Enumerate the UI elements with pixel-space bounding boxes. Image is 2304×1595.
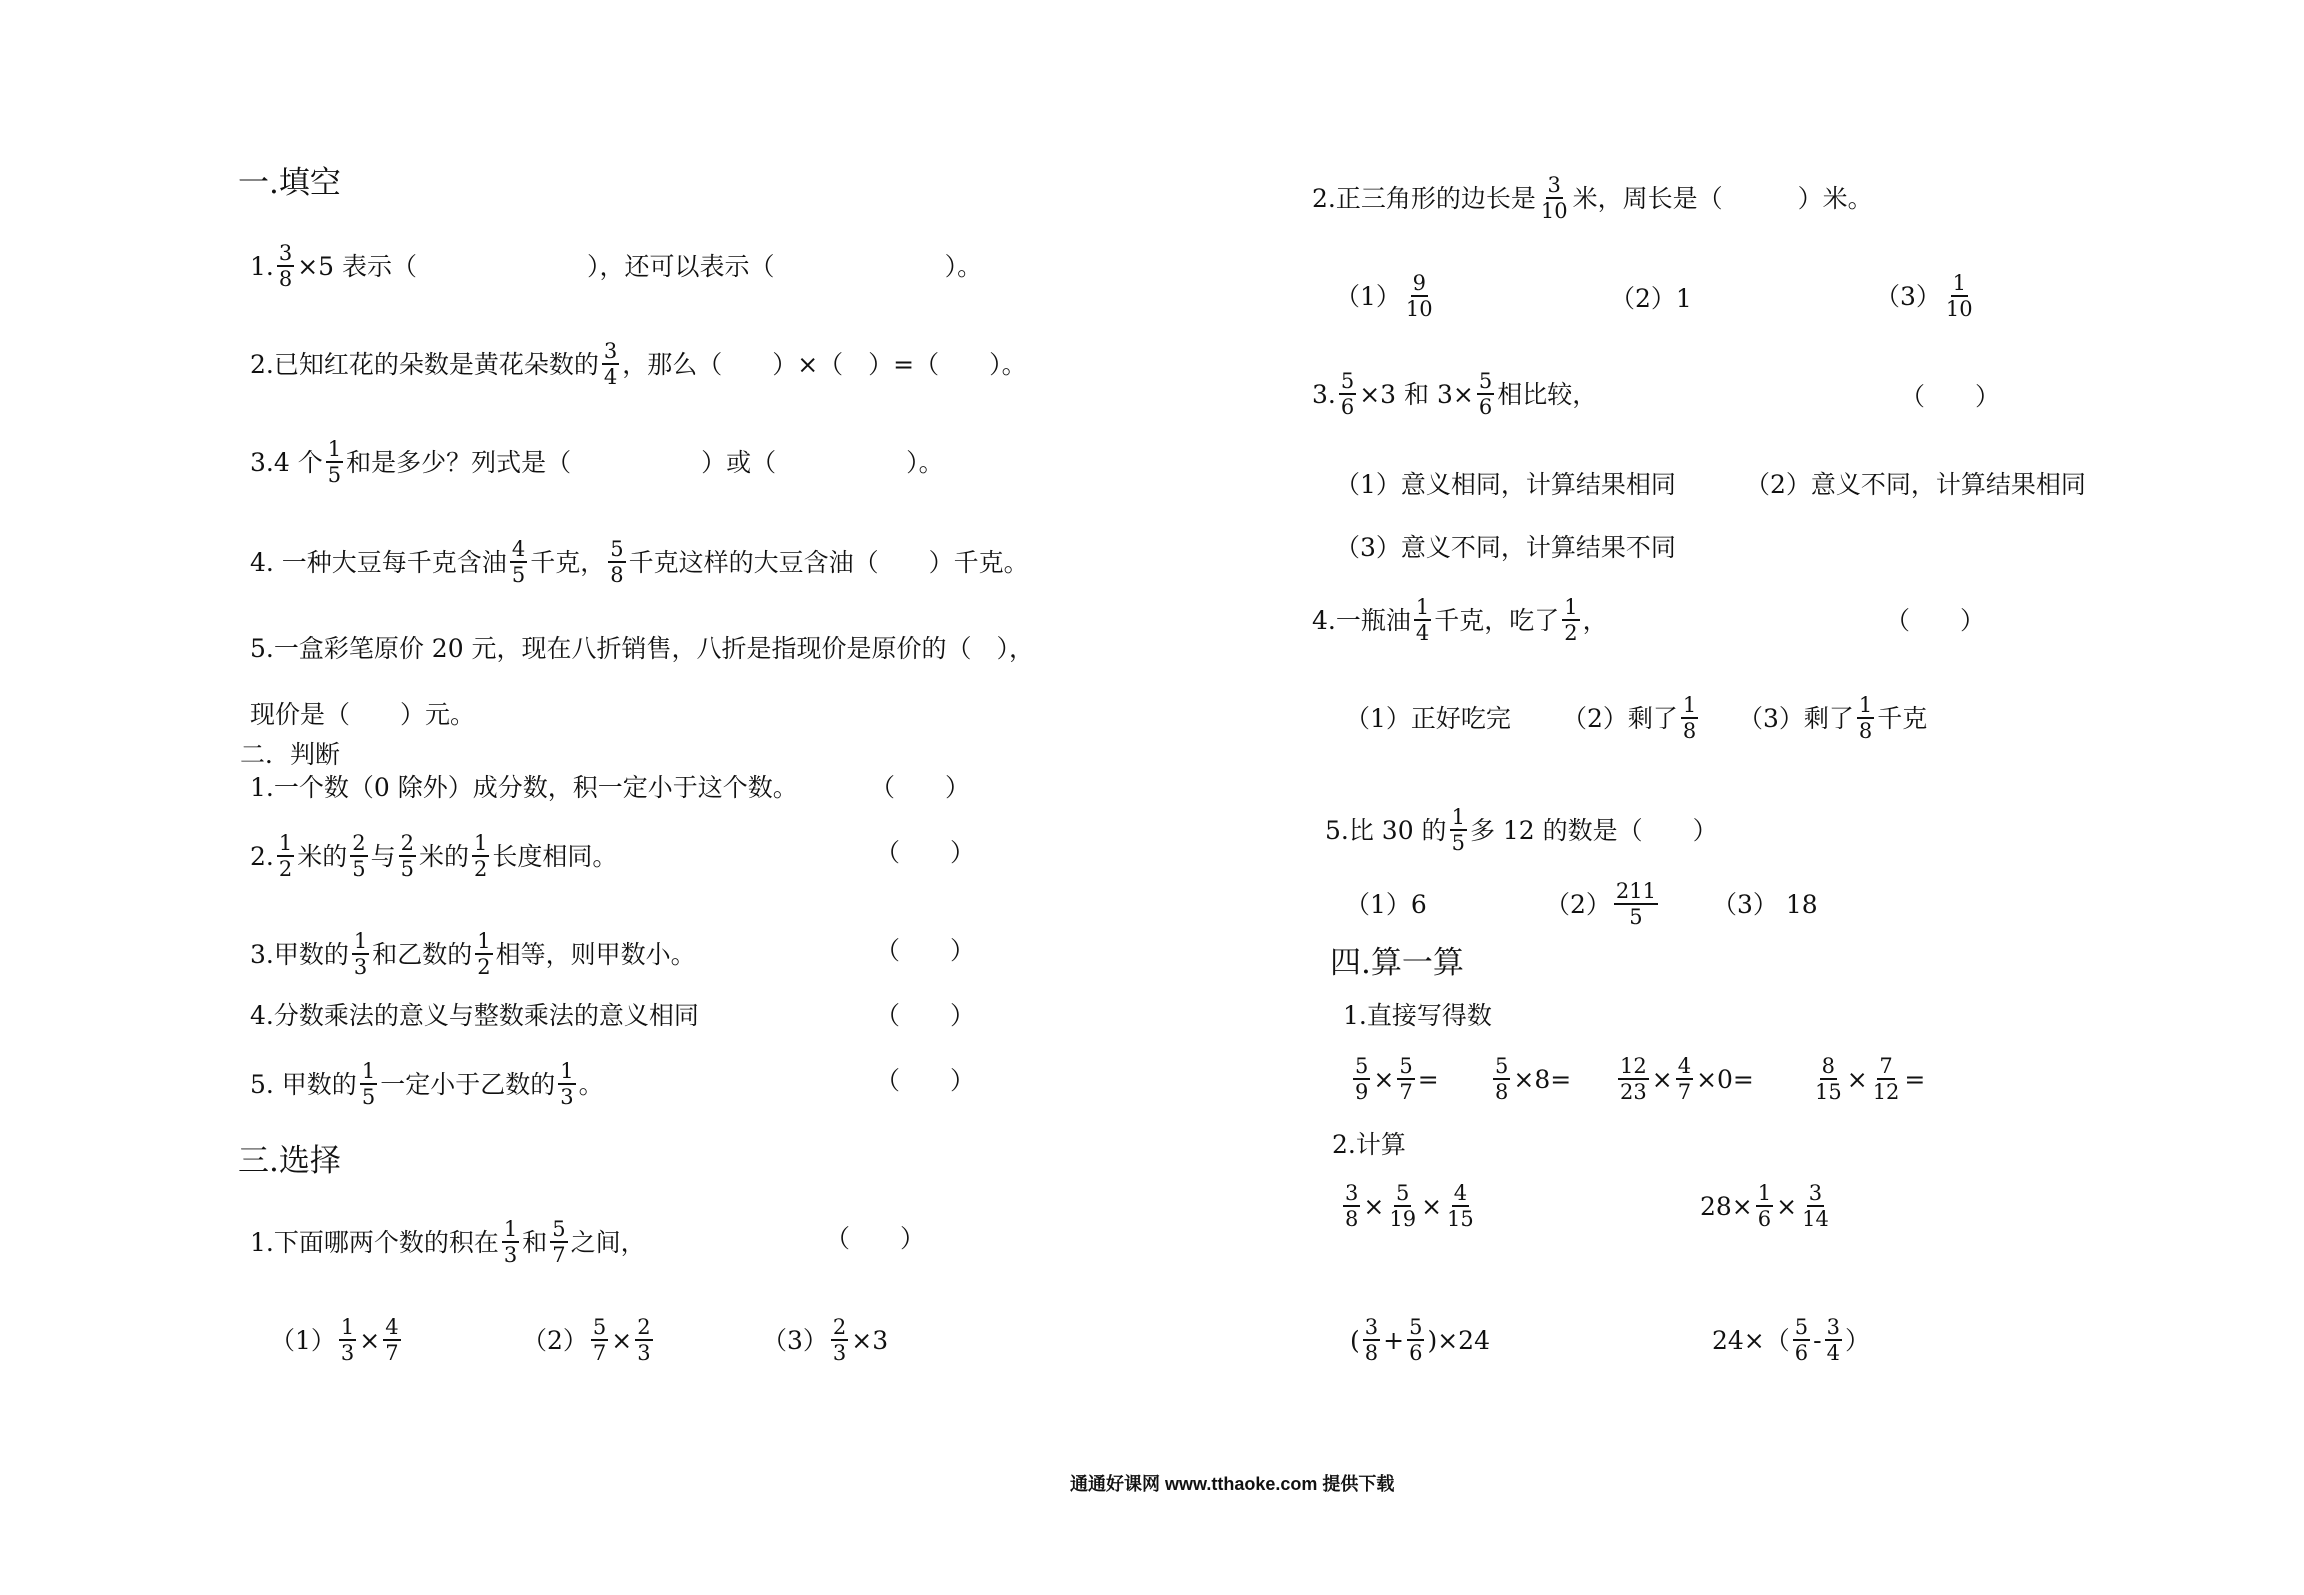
fraction: $\frac{1}{10}$ [1945,271,1973,322]
fraction: $\frac{3}{4}$ [603,339,618,390]
judge-q2-paren[interactable]: （ ） [875,838,976,867]
fraction: $\frac{5}{6}$ [1794,1315,1809,1366]
choice-q1: 1.下面哪两个数的积在 $\frac{1}{3}$ 和 $\frac{5}{7}$ 之间， [250,1217,646,1268]
judge-q1: 1.一个数（0 除外）成分数，积一定小于这个数。 [250,773,798,802]
fraction: $\frac{1}{5}$ [327,437,342,488]
fraction: $\frac{4}{5}$ [511,537,526,588]
fraction: $\frac{5}{6}$ [1340,369,1355,420]
judge-q1-paren[interactable]: （ ） [870,773,971,802]
fraction: $\frac{211}{5}$ [1615,879,1656,930]
choice-q4-option-2[interactable]: （2）剩了 $\frac{1}{8}$ [1562,693,1697,744]
choice-q4: 4.一瓶油 $\frac{1}{4}$ 千克，吃了 $\frac{1}{2}$ ， [1312,595,1608,646]
fill-q2: 2.已知红花的朵数是黄花朵数的 $\frac{3}{4}$ ，那么（ ）×（ ）=（ ）。 [250,339,1027,390]
fill-q5-line1: 5.一盒彩笔原价 20 元，现在八折销售，八折是指现价是原价的（ ）， [250,634,1035,663]
section-3-title: 三.选择 [238,1143,341,1179]
fraction: $\frac{4}{15}$ [1447,1181,1474,1232]
choice-q3-option-1[interactable]: （1）意义相同，计算结果相同 [1335,470,1676,499]
choice-q4-paren[interactable]: （ ） [1885,606,1986,635]
fraction: $\frac{5}{8}$ [610,537,624,588]
fraction: $\frac{5}{7}$ [592,1315,607,1366]
choice-q5-option-3[interactable]: （3） 18 [1712,890,1818,919]
fraction: $\frac{3}{8}$ [278,241,293,292]
judge-q4: 4.分数乘法的意义与整数乘法的意义相同 [250,1001,699,1030]
fraction: $\frac{1}{3}$ [340,1315,355,1366]
fraction: $\frac{3}{14}$ [1802,1181,1829,1232]
fraction: $\frac{5}{6}$ [1478,369,1493,420]
choice-q1-option-1[interactable]: （1） $\frac{1}{3}$ × $\frac{4}{7}$ [270,1315,399,1366]
direct-expr-4: $\frac{8}{15}$ × $\frac{7}{12}$ = [1815,1054,1926,1105]
section-1-title: 一.填空 [238,165,341,201]
fraction: $\frac{4}{7}$ [385,1315,399,1366]
fill-q3: 3.4 个 $\frac{1}{5}$ 和是多少？列式是（ ）或（ ）。 [250,437,944,488]
fraction: $\frac{1}{2}$ [477,929,491,980]
choice-q5: 5.比 30 的 $\frac{1}{5}$ 多 12 的数是（ ） [1325,805,1718,856]
choice-q3-option-3[interactable]: （3）意义不同，计算结果不同 [1335,533,1676,562]
fraction: $\frac{1}{3}$ [353,929,368,980]
footer-source: 通通好课网 www.tthaoke.com 提供下载 [1070,1474,1395,1494]
fraction: $\frac{1}{6}$ [1757,1181,1772,1232]
section-4-title: 四.算一算 [1330,945,1464,981]
fraction: $\frac{1}{8}$ [1682,693,1697,744]
choice-q3-option-2[interactable]: （2）意义不同，计算结果相同 [1745,470,2086,499]
fraction: $\frac{1}{5}$ [1451,805,1465,856]
choice-q3-paren[interactable]: （ ） [1900,382,2001,411]
fraction: $\frac{2}{3}$ [832,1315,847,1366]
fraction: $\frac{1}{3}$ [503,1217,518,1268]
calc-expr-3: ( $\frac{3}{8}$ + $\frac{5}{6}$ )×24 [1350,1315,1490,1366]
calc-expr-1: $\frac{3}{8}$ × $\frac{5}{19}$ × $\frac{4}{15}$ [1345,1181,1474,1232]
judge-q2: 2. $\frac{1}{2}$ 米的 $\frac{2}{5}$ 与 $\frac{2}{5}$ 米的 $\frac{1}{2}$ 长度相同。 [250,831,618,882]
choice-q4-option-3[interactable]: （3）剩了 $\frac{1}{8}$ 千克 [1738,693,1928,744]
choice-q5-option-2[interactable]: （2） $\frac{211}{5}$ [1545,879,1656,930]
direct-expr-3: $\frac{12}{23}$ × $\frac{4}{7}$ ×0= [1620,1054,1754,1105]
fraction: $\frac{8}{15}$ [1815,1054,1842,1105]
fraction: $\frac{12}{23}$ [1620,1054,1647,1105]
judge-q3-paren[interactable]: （ ） [875,936,976,965]
fraction: $\frac{5}{8}$ [1495,1054,1509,1105]
calc-expr-4: 24×（ $\frac{5}{6}$ - $\frac{3}{4}$ ） [1712,1315,1870,1366]
fraction: $\frac{9}{10}$ [1405,271,1433,322]
choice-q1-option-2[interactable]: （2） $\frac{5}{7}$ × $\frac{2}{3}$ [522,1315,651,1366]
fraction: $\frac{1}{8}$ [1858,693,1873,744]
fraction: $\frac{2}{5}$ [400,831,415,882]
judge-q5-paren[interactable]: （ ） [875,1066,976,1095]
choice-q4-option-1[interactable]: （1）正好吃完 [1345,704,1511,733]
fraction: $\frac{4}{7}$ [1677,1054,1692,1105]
fraction: $\frac{5}{19}$ [1389,1181,1417,1232]
fraction: $\frac{1}{2}$ [1564,595,1578,646]
direct-expr-2: $\frac{5}{8}$ ×8= [1495,1054,1572,1105]
fraction: $\frac{1}{2}$ [278,831,293,882]
choice-q2-option-1[interactable]: （1） $\frac{9}{10}$ [1335,271,1433,322]
calc-sub-1: 1.直接写得数 [1343,1001,1492,1030]
fraction: $\frac{1}{4}$ [1415,595,1430,646]
fraction: $\frac{1}{2}$ [474,831,488,882]
fraction: $\frac{3}{4}$ [1826,1315,1840,1366]
choice-q1-option-3[interactable]: （3） $\frac{2}{3}$ ×3 [762,1315,889,1366]
choice-q2: 2.正三角形的边长是 $\frac{3}{10}$ 米，周长是（ ）米。 [1312,173,1873,224]
judge-q5: 5. 甲数的 $\frac{1}{5}$ 一定小于乙数的 $\frac{1}{3}$ 。 [250,1059,604,1110]
choice-q2-option-3[interactable]: （3） $\frac{1}{10}$ [1875,271,1973,322]
fill-q4: 4. 一种大豆每千克含油 $\frac{4}{5}$ 千克， $\frac{5}{8}$ 千克这样的大豆含油（ ）千克。 [250,537,1029,588]
calc-sub-2: 2.计算 [1332,1130,1406,1159]
fraction: $\frac{5}{7}$ [1399,1054,1413,1105]
choice-q2-option-2[interactable]: （2）1 [1610,284,1692,313]
choice-q1-paren[interactable]: （ ） [825,1224,926,1253]
fill-q1: 1. $\frac{3}{8}$ ×5 表示（ ），还可以表示（ ）。 [250,241,983,292]
fraction: $\frac{5}{6}$ [1409,1315,1423,1366]
section-2-title: 二．判断 [240,740,341,769]
choice-q3: 3. $\frac{5}{6}$ ×3 和 3× $\frac{5}{6}$ 相比较， [1312,369,1598,420]
judge-q3: 3.甲数的 $\frac{1}{3}$ 和乙数的 $\frac{1}{2}$ 相等，则甲数小。 [250,929,696,980]
fraction: $\frac{3}{8}$ [1364,1315,1379,1366]
calc-expr-2: 28× $\frac{1}{6}$ × $\frac{3}{14}$ [1700,1181,1829,1232]
judge-q4-paren[interactable]: （ ） [875,1001,976,1030]
fraction: $\frac{2}{5}$ [352,831,366,882]
direct-expr-1: $\frac{5}{9}$ × $\frac{5}{7}$ = [1355,1054,1439,1105]
fraction: $\frac{1}{3}$ [560,1059,574,1110]
fraction: $\frac{5}{7}$ [552,1217,566,1268]
fraction: $\frac{7}{12}$ [1872,1054,1900,1105]
choice-q5-option-1[interactable]: （1）6 [1345,890,1427,919]
fraction: $\frac{1}{5}$ [361,1059,376,1110]
fraction: $\frac{3}{10}$ [1540,173,1568,224]
fraction: $\frac{3}{8}$ [1345,1181,1359,1232]
fraction: $\frac{5}{9}$ [1355,1054,1369,1105]
fraction: $\frac{2}{3}$ [637,1315,651,1366]
fill-q5-line2: 现价是（ ）元。 [250,700,476,729]
